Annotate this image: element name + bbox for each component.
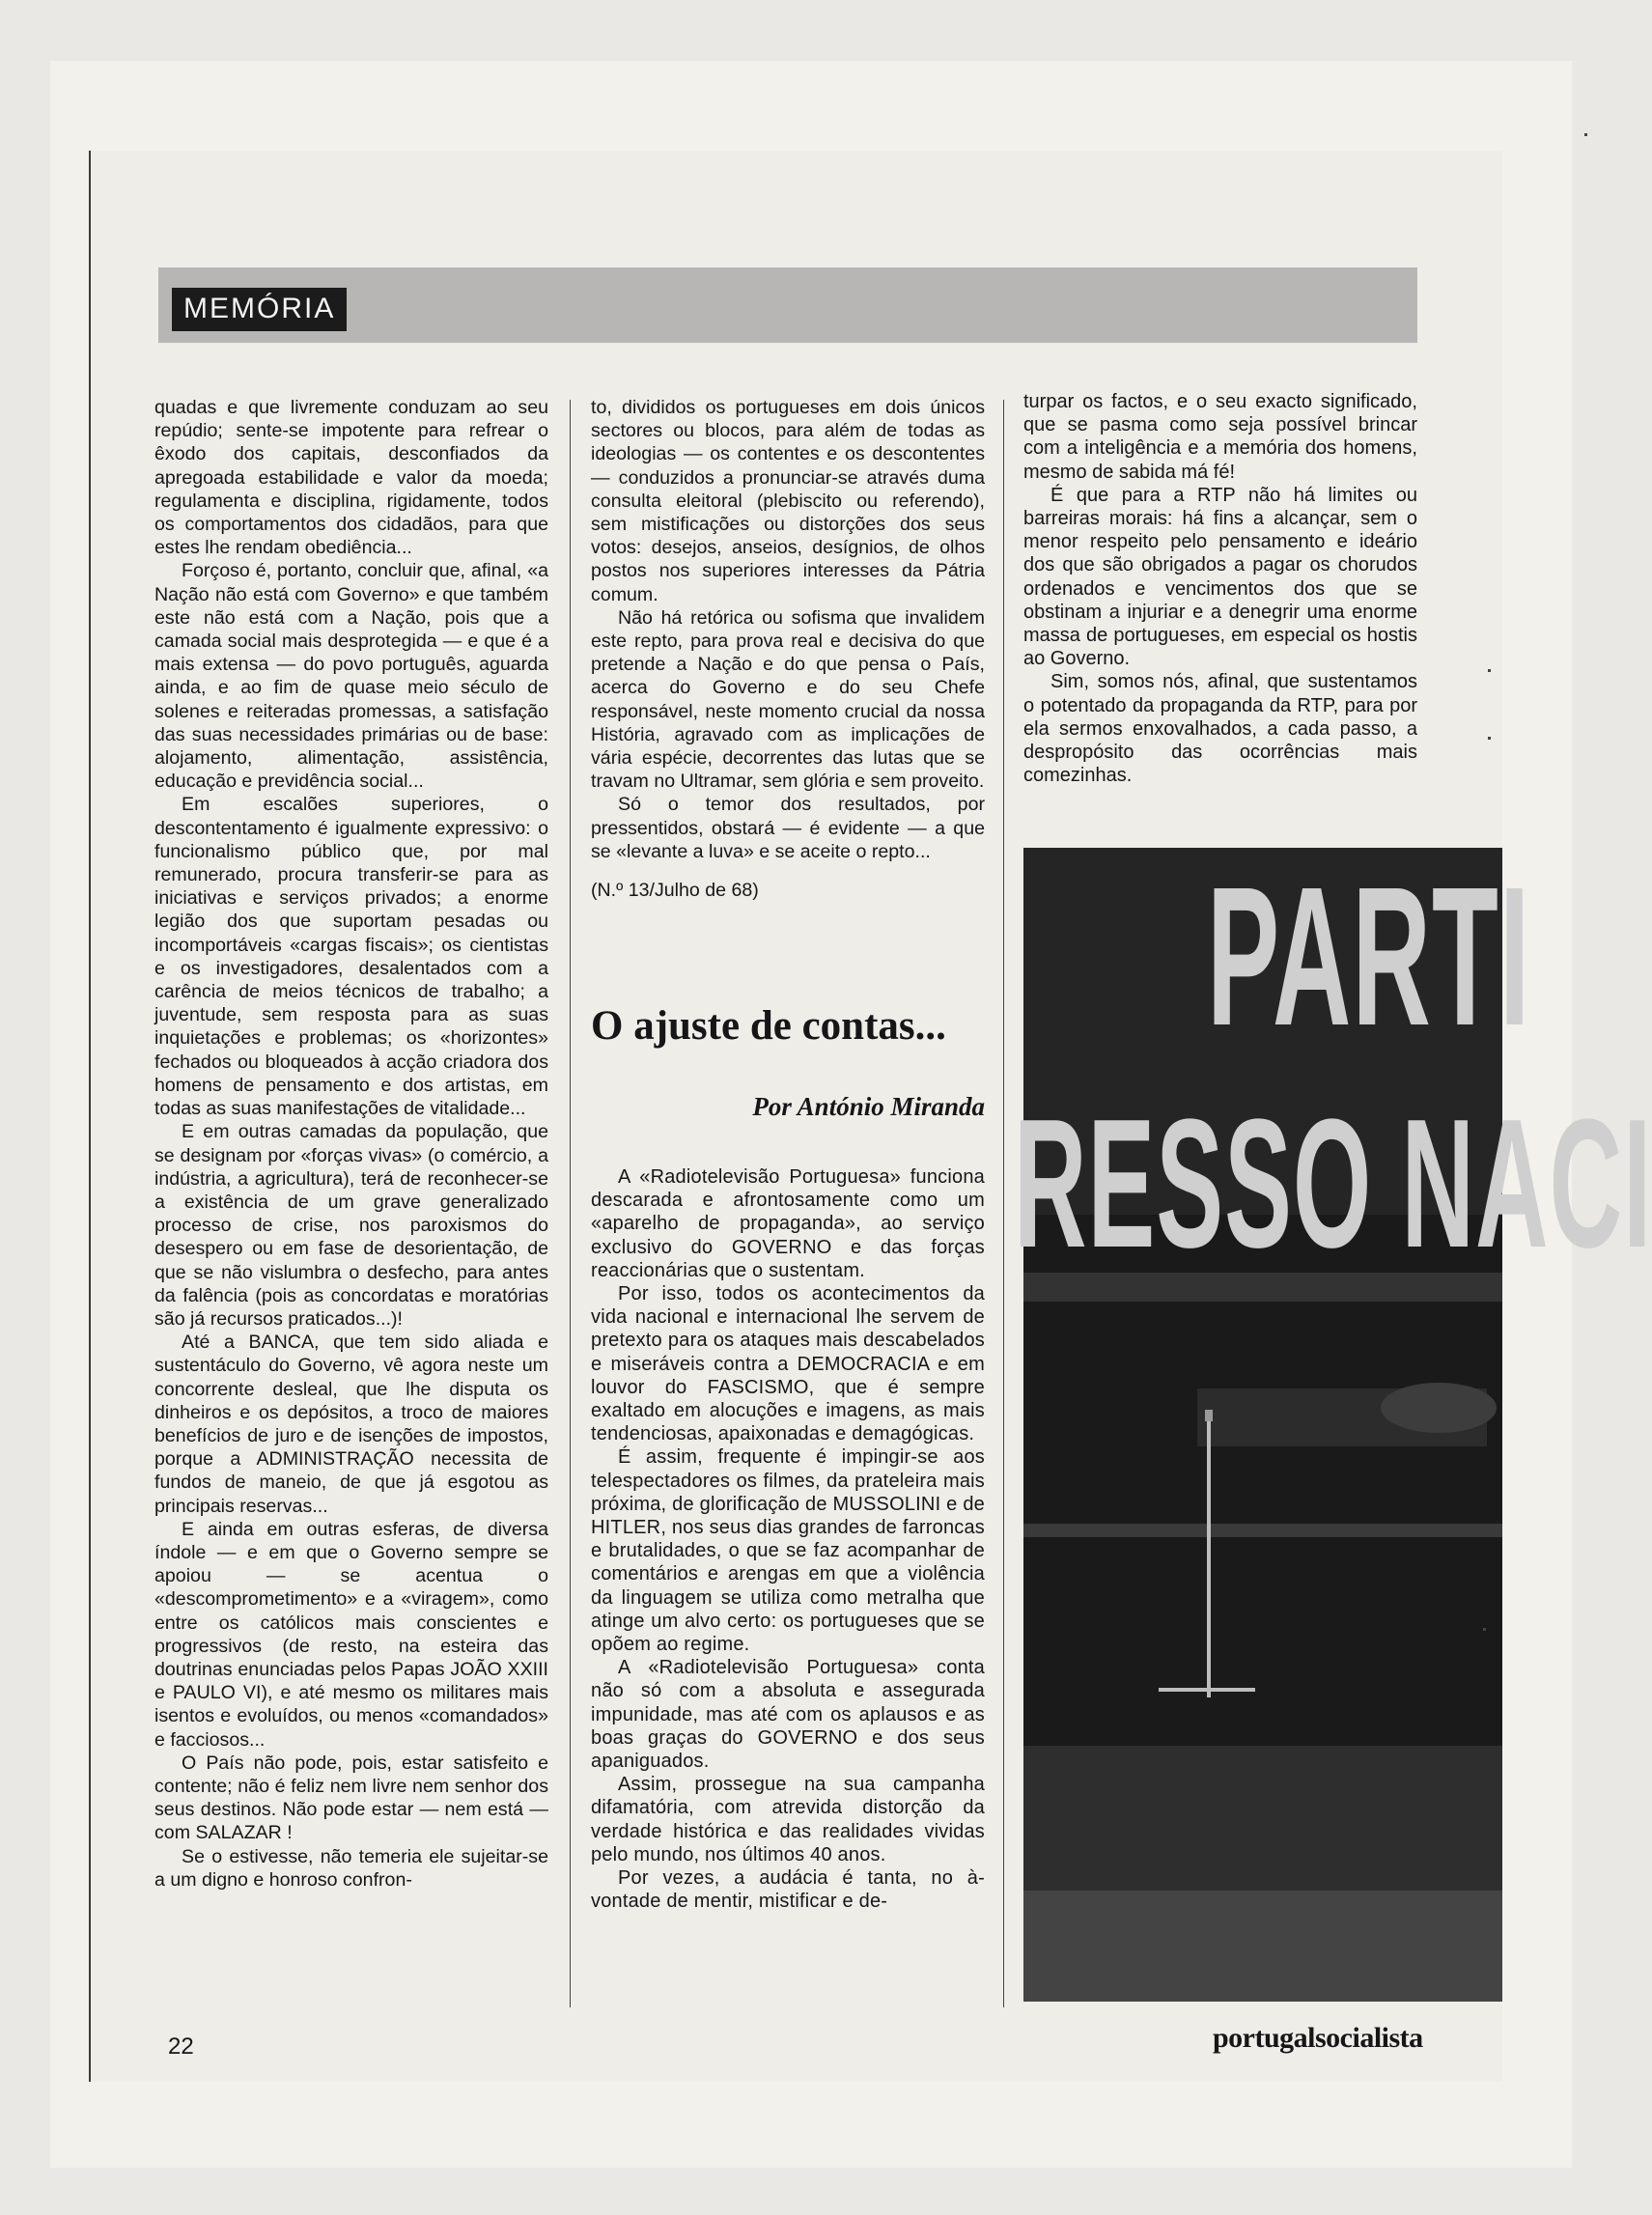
paragraph: turpar os factos, e o seu exacto significado, que se pasma como seja possível brincar com a inteligência e a memória dos homens, mesmo de sabida má fé! [1023,391,1417,483]
paragraph: A «Radiotelevisão Portuguesa» funciona descarada e afrontosamente como um «aparelho de propaganda», ao serviço exclusivo do GOVERNO e das forças reaccionárias que o sustentam. [591,1166,985,1281]
paragraph: Se o estivesse, não temeria ele sujeitar-se a um digno e honroso confron- [154,1845,548,1891]
banner-text-top: PARTI [1207,846,1531,1067]
microphone-stand [1207,1417,1211,1697]
paragraph: A «Radiotelevisão Portuguesa» conta não só com a absoluta e assegurada impunidade, mas até com os aplausos e as boas graças do GOVERNO e dos seus apaniguados. [591,1657,985,1773]
column-2 [591,396,985,902]
paragraph: to, divididos os portugueses em dois únicos sectores ou blocos, para além de todas as ideologias — os contentes e os descontentes — conduzidos a pronunciar-se através duma consulta eleitoral (plebiscito ou referendo), sem mistificações ou distorções dos seus votos: desejos, anseios, desígnios, de olhos postos nos superiores interesses da Pátria comum. [591,397,985,605]
page-left-edge [89,151,91,2082]
edge-mark [1483,1628,1486,1631]
section-label: MEMÓRIA [172,288,347,331]
congress-photo [1014,846,1652,2002]
paragraph: Até a BANCA, que tem sido aliada e sustentáculo do Governo, vê agora neste um concorrente desleal, que lhe disputa os dinheiros e os depósitos, a troco de maiores benefícios de juro e de isenções de impostos, porque a ADMINISTRAÇÃO necessita de fundos de maneio, de que já esgotou as principais reservas... [154,1332,548,1517]
paragraph: Não há retórica ou sofisma que invalidem este repto, para prova real e decisiva do que pretende a Nação e do que pensa o País, acerca do Governo e do seu Chefe responsável, neste momento crucial da nossa História, agravado com as implicações de vária espécie, decorrentes das lutas que se travam no Ultramar, sem glória e sem proveito. [591,606,985,793]
paragraph: Por vezes, a audácia é tanta, no à-vontade de mentir, mistificar e de- [591,1867,985,1913]
page-number: 22 [168,2033,194,2060]
paragraph: É que para a RTP não há limites ou barreiras morais: há fins a alcançar, sem o menor respeito pelo pensamento e ideário dos que são obrigados a pagar os chorudos ordenados e vencimentos dos que se obstinam a injuriar e a denegrir uma enorme massa de portugueses, em especial os hostis ao Governo. [1023,484,1417,670]
column-divider [570,400,571,2007]
column-divider [1003,400,1004,2007]
paragraph: Sim, somos nós, afinal, que sustentamos o potentado da propaganda da RTP, para por ela sermos enxovalhados, a cada passo, a despropósito das ocorrências mais comezinhas. [1023,671,1417,787]
paragraph: Forçoso é, portanto, concluir que, afinal, «a Nação não está com Governo» e que também este não está com a Nação, pois que a camada social mais desprotegida — e que é a mais extensa — do povo português, aguarda ainda, e ao fim de quase meio século de solenes e reiteradas promessas, a satisfação das suas necessidades primárias ou de base: alojamento, alimentação, assistência, educação e previdência social... [154,560,548,793]
edge-mark [1488,737,1491,740]
masthead-logo: portugalsocialista [1213,2022,1423,2054]
paragraph: E ainda em outras esferas, de diversa índole — e em que o Governo sempre se apoiou — se acentua o «descomprometimento» e a «viragem», como entre os católicos mais conscientes e progressivos (de resto, na esteira das doutrinas enunciadas pelos Papas JOÃO XXIII e PAULO VI), e até mesmo os militares mais isentos e evoluídos, ou menos «comandados» e facciosos... [154,1518,548,1751]
paragraph: Em escalões superiores, o descontentamento é igualmente expressivo: o funcionalismo público que, por mal remunerado, procura transferir-se para as iniciativas e serviços privados; a enorme legião dos que suportam pesadas ou incomportáveis «cargas fiscais»; os cientistas e os investigadores, desalentados com a carência de meios técnicos de trabalho; a juventude, sem resposta para as suas inquietações e problemas; os «horizontes» fechados ou bloqueados à acção criadora dos homens de pensamento e dos artistas, em todas as suas manifestações de vitalidade... [154,794,548,1120]
article-body [591,1165,985,1914]
paragraph: Só o temor dos resultados, por pressentidos, obstará — é evidente — a que se «levante a luva» e se aceite o repto... [591,794,985,862]
paragraph: Assim, prossegue na sua campanha difamatória, com atrevida distorção da verdade histórica e das realidades vividas pelo mundo, nos últimos 40 anos. [591,1774,985,1865]
paragraph: E em outras camadas da população, que se designam por «forças vivas» (o comércio, a indústria, a agricultura), terá de reconhecer-se a existência de um grave generalizado processo de crise, nos paroxismos do desespero ou em fase de desorientação, de que se não vislumbra o desfecho, para antes da falência (pois as concordatas e moratórias são já recursos praticados...)! [154,1121,548,1330]
paragraph: quadas e que livremente conduzam ao seu repúdio; sente-se impotente para refrear o êxodo dos capitais, desconfiados da apregoada estabilidade e valor da moeda; regulamenta e disciplina, rigidamente, todos os comportamentos dos cidadãos, para que estes lhe rendam obediência... [154,397,548,559]
column-3 [1023,390,1417,787]
paragraph: É assim, frequente é impingir-se aos telespectadores os filmes, da prateleira mais próxima, de glorificação de MUSSOLINI e de HITLER, nos seus dias grandes de farroncas e brutalidades, o que se faz acompanhar de comentários e arengas em que a violência da linguagem se utiliza como metralha que atinge um alvo certo: os portugueses que se opõem ao regime. [591,1446,985,1656]
microphone-icon [1205,1410,1213,1421]
microphone-base [1159,1688,1255,1692]
article-headline: O ajuste de contas... [591,1003,946,1049]
edge-mark [1488,669,1491,672]
paragraph: O País não pode, pois, estar satisfeito e contente; não é feliz nem livre nem senhor dos seus destinos. Não pode estar — nem está — com SALAZAR ! [154,1752,548,1844]
issue-reference: (N.º 13/Julho de 68) [591,880,759,902]
article-byline: Por António Miranda [752,1092,985,1121]
column-1 [154,396,548,1892]
paragraph: Por isso, todos os acontecimentos da vida nacional e internacional lhe servem de pretexto para os ataques mais descabelados e miseráveis contra a DEMOCRACIA e em louvor do FASCISMO, que é sempre exaltado em alocuções e imagens, as mais tendenciosas, apaixonadas e demagógicas. [591,1283,985,1445]
edge-mark [1584,133,1587,136]
banner-text-bottom: RESSO NACI [1014,1081,1652,1286]
section-banner [158,267,1417,343]
